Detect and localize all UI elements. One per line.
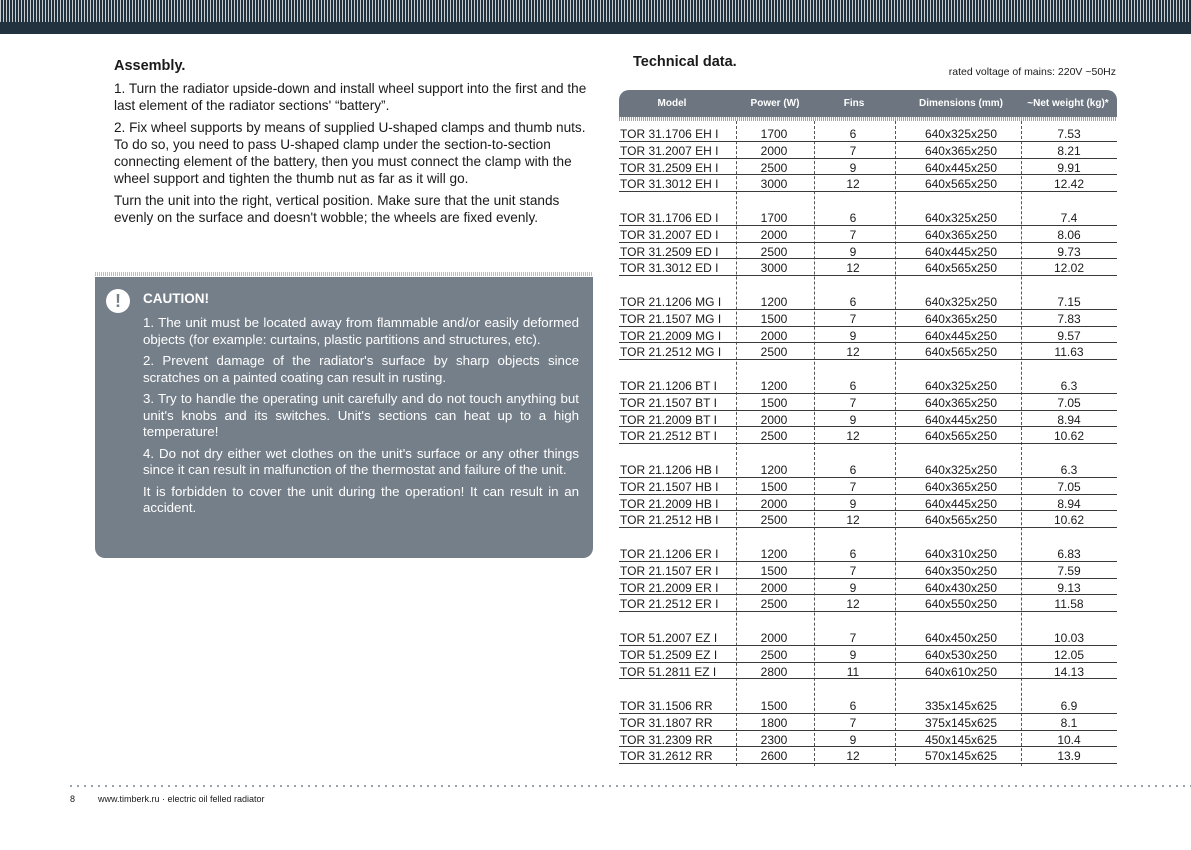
model-group [619,697,1117,764]
cell-model: TOR 31.2309 RR [620,732,713,747]
table-row [619,293,1117,310]
cell-weight: 8.1 [1060,715,1078,730]
table-row [619,545,1117,562]
caution-item-4: 4. Do not dry either wet clothes on the unit's surface or any other things since it can result in malfunction of the thermostat and failure of the unit. [143,445,579,477]
cell-weight: 9.73 [1057,244,1081,259]
caution-item-1: 1. The unit must be located away from flammable and/or easily deformed objects (for example: curtains, plastic partitions and structures, etc). [143,315,579,347]
cell-fins: 12 [846,597,860,612]
cell-fins: 6 [849,127,857,141]
cell-model: TOR 21.2512 HB I [620,513,719,528]
cell-fins: 12 [846,345,860,360]
table-row [619,243,1117,260]
cell-dimensions: 450x145x625 [924,732,998,747]
cell-weight: 10.4 [1057,732,1081,747]
cell-weight: 13.9 [1057,749,1081,764]
header-model: Model [657,98,687,109]
exclamation-icon: ! [106,289,130,313]
table-row [619,226,1117,243]
cell-weight: 7.4 [1060,211,1078,225]
cell-weight: 14.13 [1053,664,1085,679]
cell-weight: 7.59 [1057,563,1081,578]
table-row [619,579,1117,596]
table-row [619,411,1117,428]
assembly-section [114,58,588,231]
cell-power: 2500 [760,513,788,528]
cell-power: 3000 [760,261,788,276]
cell-fins: 6 [849,211,857,225]
table-row [619,159,1117,176]
cell-power: 2000 [760,412,788,427]
cell-model: TOR 21.2512 MG I [620,345,722,360]
model-group [619,293,1117,360]
cell-weight: 7.05 [1057,479,1081,494]
cell-fins: 7 [849,227,857,242]
table-row [619,495,1117,512]
cell-dimensions: 640x430x250 [924,580,998,595]
table-row [619,478,1117,495]
header-dimensions: Dimensions (mm) [919,98,1003,109]
cell-power: 2500 [760,244,788,259]
cell-model: TOR 21.1206 HB I [620,463,719,477]
caution-item-3: 3. Try to handle the operating unit carefully and do not touch anything but unit's knobs and its switches. Unit's sections can heat up to a high temperature! [143,391,579,439]
table-row [619,259,1117,276]
table-row [619,343,1117,360]
cell-dimensions: 640x530x250 [924,647,998,662]
header-fins: Fins [843,98,865,109]
cell-power: 1500 [760,699,788,713]
cell-power: 1500 [760,563,788,578]
cell-fins: 7 [849,563,857,578]
cell-weight: 12.42 [1053,177,1085,192]
cell-dimensions: 335x145x625 [924,699,998,713]
cell-fins: 12 [846,749,860,764]
table-row [619,731,1117,748]
cell-power: 2500 [760,597,788,612]
table-row [619,747,1117,764]
cell-power: 2000 [760,328,788,343]
cell-fins: 9 [849,244,857,259]
cell-model: TOR 31.2509 ED I [620,244,719,259]
cell-dimensions: 640x445x250 [924,160,998,175]
cell-model: TOR 31.2007 ED I [620,227,719,242]
cell-power: 1200 [760,379,788,393]
cell-dimensions: 640x565x250 [924,345,998,360]
cell-power: 2300 [760,732,788,747]
model-group [619,125,1117,192]
table-row [619,125,1117,142]
cell-weight: 7.53 [1057,127,1081,141]
cell-power: 2500 [760,647,788,662]
cell-weight: 9.13 [1057,580,1081,595]
cell-dimensions: 640x445x250 [924,496,998,511]
cell-weight: 11.58 [1054,597,1084,612]
cell-dimensions: 640x325x250 [924,127,998,141]
cell-weight: 9.57 [1057,328,1081,343]
caution-box [95,277,593,558]
cell-weight: 8.94 [1057,496,1081,511]
cell-model: TOR 31.2007 EH I [620,143,719,158]
table-row [619,511,1117,528]
cell-fins: 9 [849,647,857,662]
cell-fins: 7 [849,395,857,410]
cell-fins: 7 [849,631,857,645]
cell-model: TOR 21.1206 MG I [620,295,722,309]
cell-model: TOR 21.2512 ER I [620,597,719,612]
cell-model: TOR 21.2009 HB I [620,496,719,511]
cell-weight: 7.15 [1057,295,1081,309]
cell-model: TOR 31.3012 ED I [620,261,719,276]
footer-text: www.timberk.ru · electric oil felled radiator [98,794,265,804]
cell-dimensions: 640x365x250 [924,395,998,410]
cell-power: 1500 [760,311,788,326]
cell-fins: 12 [846,429,860,444]
cell-weight: 6.83 [1057,547,1081,561]
cell-fins: 12 [846,177,860,192]
cell-dimensions: 640x565x250 [924,429,998,444]
cell-model: TOR 21.1206 BT I [620,379,717,393]
cell-fins: 6 [849,547,857,561]
table-row [619,175,1117,192]
caution-warning: It is forbidden to cover the unit during the operation! It can result in an accident. [143,483,579,515]
cell-dimensions: 640x325x250 [924,211,998,225]
cell-fins: 12 [846,261,860,276]
cell-model: TOR 21.1507 MG I [620,311,722,326]
cell-power: 1500 [760,395,788,410]
cell-dimensions: 640x565x250 [924,177,998,192]
rated-voltage: rated voltage of mains: 220V ~50Hz [948,66,1116,78]
cell-model: TOR 31.1506 RR [620,699,713,713]
cell-dimensions: 570x145x625 [924,749,998,764]
cell-weight: 6.3 [1060,379,1078,393]
assembly-step-2: 2. Fix wheel supports by means of supplied U-shaped clamps and thumb nuts. To do so, you need to pass U-shaped clamp under the section-to-section connecting element of the battery, then you must connect the clamp with the wheel support and tighten the thumb nut as far as it will go. [114,120,586,186]
cell-fins: 6 [849,295,857,309]
cell-power: 1700 [760,127,788,141]
cell-dimensions: 640x450x250 [924,631,998,645]
cell-fins: 6 [849,379,857,393]
model-group [619,377,1117,444]
cell-model: TOR 31.1706 EH I [620,127,719,141]
cell-power: 2500 [760,345,788,360]
cell-power: 1200 [760,295,788,309]
cell-model: TOR 31.1706 ED I [620,211,719,225]
table-header [619,90,1117,117]
table-row [619,646,1117,663]
model-group [619,545,1117,612]
cell-dimensions: 640x550x250 [924,597,998,612]
cell-weight: 7.83 [1057,311,1081,326]
cell-power: 2600 [760,749,788,764]
cell-model: TOR 31.3012 EH I [620,177,719,192]
cell-power: 2800 [760,664,788,679]
table-row [619,377,1117,394]
cell-dimensions: 640x445x250 [924,244,998,259]
cell-model: TOR 51.2007 EZ I [620,631,718,645]
cell-model: TOR 21.2009 MG I [620,328,722,343]
cell-model: TOR 21.1507 BT I [620,395,717,410]
header-stripe [619,117,1117,121]
cell-weight: 10.03 [1053,631,1085,645]
cell-model: TOR 51.2509 EZ I [620,647,718,662]
cell-fins: 9 [849,160,857,175]
cell-power: 3000 [760,177,788,192]
assembly-title: Assembly. [114,58,186,74]
cell-weight: 9.91 [1057,160,1081,175]
cell-fins: 7 [849,311,857,326]
cell-power: 2000 [760,631,788,645]
cell-dimensions: 375x145x625 [924,715,998,730]
cell-dimensions: 640x445x250 [924,412,998,427]
cell-fins: 7 [849,479,857,494]
model-group [619,209,1117,276]
cell-model: TOR 21.2009 ER I [620,580,719,595]
table-row [619,394,1117,411]
cell-dimensions: 640x325x250 [924,295,998,309]
cell-power: 2500 [760,429,788,444]
cell-weight: 8.06 [1057,227,1081,242]
table-row [619,461,1117,478]
cell-dimensions: 640x365x250 [924,143,998,158]
cell-weight: 6.9 [1060,699,1078,713]
table-row [619,714,1117,731]
cell-weight: 8.21 [1057,143,1081,158]
cell-dimensions: 640x365x250 [924,311,998,326]
cell-power: 1800 [760,715,788,730]
table-row [619,562,1117,579]
cell-weight: 7.05 [1057,395,1081,410]
cell-power: 2000 [760,227,788,242]
cell-weight: 10.62 [1053,513,1085,528]
table-row [619,142,1117,159]
table-row [619,663,1117,680]
cell-weight: 12.05 [1053,647,1085,662]
caution-body [143,315,579,522]
cell-fins: 6 [849,463,857,477]
cell-weight: 8.94 [1057,412,1081,427]
cell-model: TOR 21.1507 HB I [620,479,719,494]
cell-dimensions: 640x310x250 [924,547,998,561]
cell-model: TOR 31.1807 RR [620,715,713,730]
cell-fins: 9 [849,412,857,427]
cell-fins: 11 [846,664,860,679]
cell-fins: 7 [849,715,857,730]
cell-power: 2000 [760,580,788,595]
cell-model: TOR 21.1206 ER I [620,547,719,561]
cell-weight: 11.63 [1054,345,1084,360]
page-number: 8 [70,794,76,804]
cell-model: TOR 31.2509 EH I [620,160,719,175]
cell-power: 1500 [760,479,788,494]
cell-weight: 10.62 [1053,429,1085,444]
footer-dotted-line [70,785,1191,787]
table-row [619,209,1117,226]
caution-stripe [95,272,593,276]
table-row [619,310,1117,327]
model-group [619,629,1117,679]
header-weight: ~Net weight (kg)* [1027,98,1109,109]
top-decorative-bar [0,0,1191,34]
cell-dimensions: 640x565x250 [924,513,998,528]
cell-fins: 9 [849,496,857,511]
cell-power: 1200 [760,463,788,477]
assembly-step-1: 1. Turn the radiator upside-down and install wheel support into the first and the last element of the radiator sections' “battery”. [114,81,587,113]
cell-model: TOR 21.1507 ER I [620,563,719,578]
cell-dimensions: 640x445x250 [924,328,998,343]
caution-item-2: 2. Prevent damage of the radiator's surface by sharp objects since scratches on a painted coating can result in rusting. [143,353,579,385]
cell-fins: 6 [849,699,857,713]
cell-dimensions: 640x325x250 [924,463,998,477]
cell-dimensions: 640x565x250 [924,261,998,276]
model-group [619,461,1117,528]
table-row [619,327,1117,344]
cell-power: 1200 [760,547,788,561]
table-row [619,697,1117,714]
caution-title: CAUTION! [143,291,209,306]
header-power: Power (W) [750,98,800,109]
cell-dimensions: 640x350x250 [924,563,998,578]
table-row [619,629,1117,646]
cell-fins: 7 [849,143,857,158]
table-row [619,427,1117,444]
cell-dimensions: 640x365x250 [924,479,998,494]
cell-dimensions: 640x325x250 [924,379,998,393]
table-row [619,595,1117,612]
cell-dimensions: 640x610x250 [924,664,998,679]
cell-model: TOR 21.2512 BT I [620,429,717,444]
cell-fins: 9 [849,328,857,343]
cell-weight: 12.02 [1053,261,1085,276]
cell-power: 1700 [760,211,788,225]
tech-data-title: Technical data. [633,54,737,70]
cell-model: TOR 31.2612 RR [620,749,713,764]
cell-weight: 6.3 [1060,463,1078,477]
cell-model: TOR 21.2009 BT I [620,412,717,427]
cell-fins: 9 [849,732,857,747]
cell-model: TOR 51.2811 EZ I [620,664,717,679]
cell-fins: 9 [849,580,857,595]
cell-fins: 12 [846,513,860,528]
cell-dimensions: 640x365x250 [924,227,998,242]
cell-power: 2500 [760,160,788,175]
assembly-step-3: Turn the unit into the right, vertical position. Make sure that the unit stands evenly on the surface and doesn't wobble; the wheels are fixed evenly. [114,193,560,225]
cell-power: 2000 [760,496,788,511]
top-stripe-pattern [0,0,1191,22]
cell-power: 2000 [760,143,788,158]
